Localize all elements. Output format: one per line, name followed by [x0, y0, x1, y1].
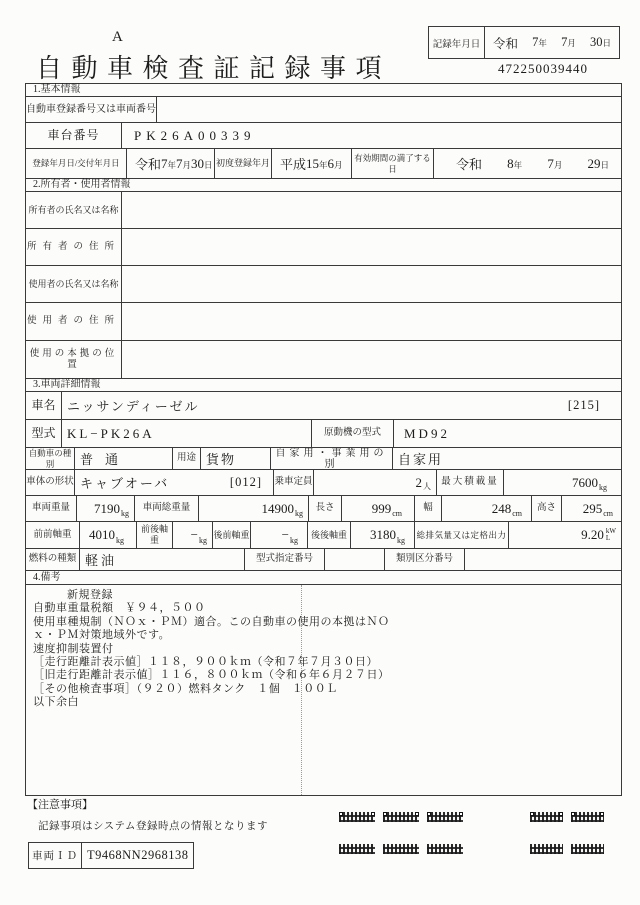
record-date-year: 7: [532, 35, 539, 49]
vehicle-id-box: [28, 842, 194, 869]
row-axle-weights: [26, 521, 621, 548]
fuel-value: 軽油: [79, 549, 244, 570]
barcode-icon: [571, 844, 604, 854]
base-location-label: 使用の本拠の位置: [29, 348, 118, 370]
document-number: 472250039440: [498, 61, 588, 76]
type-designation-label: 型式指定番号: [244, 549, 324, 570]
car-name-label: 車名: [31, 398, 56, 412]
first-registration-value: 平成 15年 6月: [271, 149, 351, 178]
remarks-line: ［その他検査事項］（９２０）燃料タンク １個 １００Ｌ: [33, 682, 338, 695]
max-load-value: 7600 kg: [503, 470, 621, 495]
row-chassis-number: [26, 122, 621, 148]
expiry-date-value: 令和 8年 7月 29日: [433, 149, 621, 178]
gross-weight-label: 車両総重量: [134, 496, 198, 521]
record-date-value: 令和 7年 7月 30日: [493, 35, 611, 51]
max-load-label: 最大積載量: [436, 470, 503, 495]
body-shape-code: [012]: [229, 475, 262, 489]
engine-model-label: 原動機の型式: [311, 420, 393, 447]
body-shape-value: キャブオーバ [012]: [74, 470, 273, 495]
record-date-month: 7: [561, 35, 568, 49]
barcode-icon: [427, 812, 463, 822]
record-date-label: 記録年月日: [429, 27, 485, 58]
page-mark-a: A: [112, 29, 123, 45]
remarks-line: ｘ・ＰＭ対策地域外です。: [33, 629, 171, 642]
displacement-value: 9.20 kW L: [508, 522, 621, 548]
section-heading-vehicle-info: 3.車両詳細情報: [26, 378, 621, 391]
model-value: KL−PK26A: [61, 420, 311, 447]
record-date-day: 30: [589, 35, 603, 49]
remarks-line: 新規登録: [67, 589, 113, 601]
row-user-name: [26, 265, 621, 302]
remarks-line: ［旧走行距離計表示値］１１６，８００ｋｍ（令和６年６月２７日）: [33, 669, 390, 682]
remarks-body: [26, 584, 621, 795]
vehicle-weight-value: 7190 kg: [76, 496, 134, 521]
row-registration-number: [26, 96, 621, 122]
vehicle-weight-label: 車両重量: [31, 503, 70, 513]
first-registration-label: 初度登録年月: [214, 149, 271, 178]
row-category-use: [26, 447, 621, 469]
barcode-group: [339, 844, 463, 854]
row-weights-dimensions: [26, 495, 621, 521]
barcode-group: [530, 844, 604, 854]
vehicle-id-label: 車両ＩＤ: [29, 843, 82, 868]
axle-front-rear-label: 前後軸重: [136, 522, 172, 548]
axle-rear-front-value: − kg: [250, 522, 307, 548]
model-label: 型式: [31, 426, 56, 440]
user-name-value: [121, 266, 621, 302]
row-dates: [26, 148, 621, 178]
registration-number-label: 自動車登録番号又は車両番号: [26, 104, 156, 115]
axle-rear-rear-value: 3180 kg: [350, 522, 414, 548]
engine-model-value: MD92: [393, 420, 621, 447]
barcode-icon: [571, 812, 604, 822]
owner-address-value: [121, 229, 621, 265]
user-name-label: 使用者の氏名又は名称: [28, 278, 119, 289]
remarks-line: 使用車種規制（ＮＯｘ・ＰＭ）適合。この自動車の使用の本拠はＮＯ: [33, 615, 390, 628]
height-label: 高さ: [531, 496, 561, 521]
width-label: 幅: [414, 496, 441, 521]
row-user-address: [26, 302, 621, 340]
main-table: [25, 83, 622, 796]
row-owner-name: [26, 191, 621, 228]
owner-address-label: 所有者の住所: [26, 241, 120, 252]
barcode-icon: [383, 812, 419, 822]
owner-name-value: [121, 192, 621, 228]
registration-date-label: 登録年月日/交付年月日: [32, 158, 120, 168]
displacement-label: 総排気量又は定格出力: [414, 522, 508, 548]
capacity-label: 乗車定員: [273, 470, 313, 495]
class-number-value: [464, 549, 621, 570]
class-number-label: 類別区分番号: [384, 549, 464, 570]
caution-heading: 【注意事項】: [27, 799, 93, 811]
barcode-icon: [530, 812, 563, 822]
car-name-value: ニッサンディーゼル [215]: [61, 392, 621, 419]
section-heading-remarks: 4.備考: [26, 570, 621, 584]
height-value: 295 cm: [561, 496, 621, 521]
remarks-line: 以下余白: [33, 696, 79, 709]
chassis-number-label: 車台番号: [47, 128, 100, 142]
barcode-icon: [383, 844, 419, 854]
use-label: 用途: [172, 448, 200, 469]
barcode-icon: [339, 812, 375, 822]
barcode-icon: [339, 844, 375, 854]
section-heading-owner-info: 2.所有者・使用者情報: [26, 178, 621, 191]
row-model: [26, 419, 621, 447]
car-name-code: [215]: [567, 398, 600, 412]
capacity-value: 2 人: [313, 470, 436, 495]
private-business-label: 自家用・事業用の別: [270, 448, 392, 469]
axle-rear-rear-label: 後後軸重: [307, 522, 350, 548]
fuel-label: 燃料の種類: [28, 554, 77, 564]
chassis-number-value: PK26A00339: [121, 123, 621, 148]
width-value: 248 cm: [441, 496, 531, 521]
owner-name-label: 所有者の氏名又は名称: [28, 204, 119, 215]
barcode-group: [339, 812, 463, 822]
private-business-value: 自家用: [392, 448, 621, 469]
row-fuel-type-designation: [26, 548, 621, 570]
vehicle-id-value: T9468NN2968138: [87, 848, 189, 862]
row-car-name: [26, 391, 621, 419]
base-location-value: [121, 341, 621, 378]
record-date-era: 令和: [493, 36, 519, 51]
type-designation-value: [324, 549, 384, 570]
barcode-group: [530, 812, 604, 822]
category-label: 自動車の種別: [28, 448, 72, 469]
gross-weight-value: 14900 kg: [198, 496, 308, 521]
remarks-line: 速度抑制装置付: [33, 642, 114, 655]
category-value: 普通: [74, 448, 172, 469]
barcode-icon: [530, 844, 563, 854]
user-address-label: 使用者の住所: [26, 316, 120, 326]
barcode-icon: [427, 844, 463, 854]
expiry-date-label: 有効期間の満了する日: [351, 149, 433, 178]
page-title: 自動車検査証記録事項: [36, 54, 392, 83]
length-label: 長さ: [308, 496, 341, 521]
registration-date-value: 令和 7年 7月 30日: [126, 149, 214, 178]
user-address-value: [121, 303, 621, 340]
use-value: 貨物: [200, 448, 270, 469]
axle-front-front-label: 前前軸重: [33, 529, 72, 540]
record-date-box: [428, 26, 620, 59]
row-base-location: [26, 340, 621, 378]
axle-front-rear-value: − kg: [172, 522, 212, 548]
length-value: 999 cm: [341, 496, 414, 521]
remarks-line: ［走行距離計表示値］１１８，９００ｋｍ（令和７年７月３０日）: [33, 656, 378, 669]
row-body-shape: [26, 469, 621, 495]
axle-rear-front-label: 後前軸重: [212, 522, 250, 548]
caution-text: 記録事項はシステム登録時点の情報となります: [38, 821, 268, 832]
registration-number-value: [156, 97, 621, 122]
body-shape-label: 車体の形状: [26, 477, 74, 487]
axle-front-front-value: 4010 kg: [79, 522, 136, 548]
section-heading-basic-info: 1.基本情報: [33, 84, 81, 95]
row-owner-address: [26, 228, 621, 265]
remarks-line: 自動車重量税額 ￥９４，５００: [33, 602, 206, 615]
